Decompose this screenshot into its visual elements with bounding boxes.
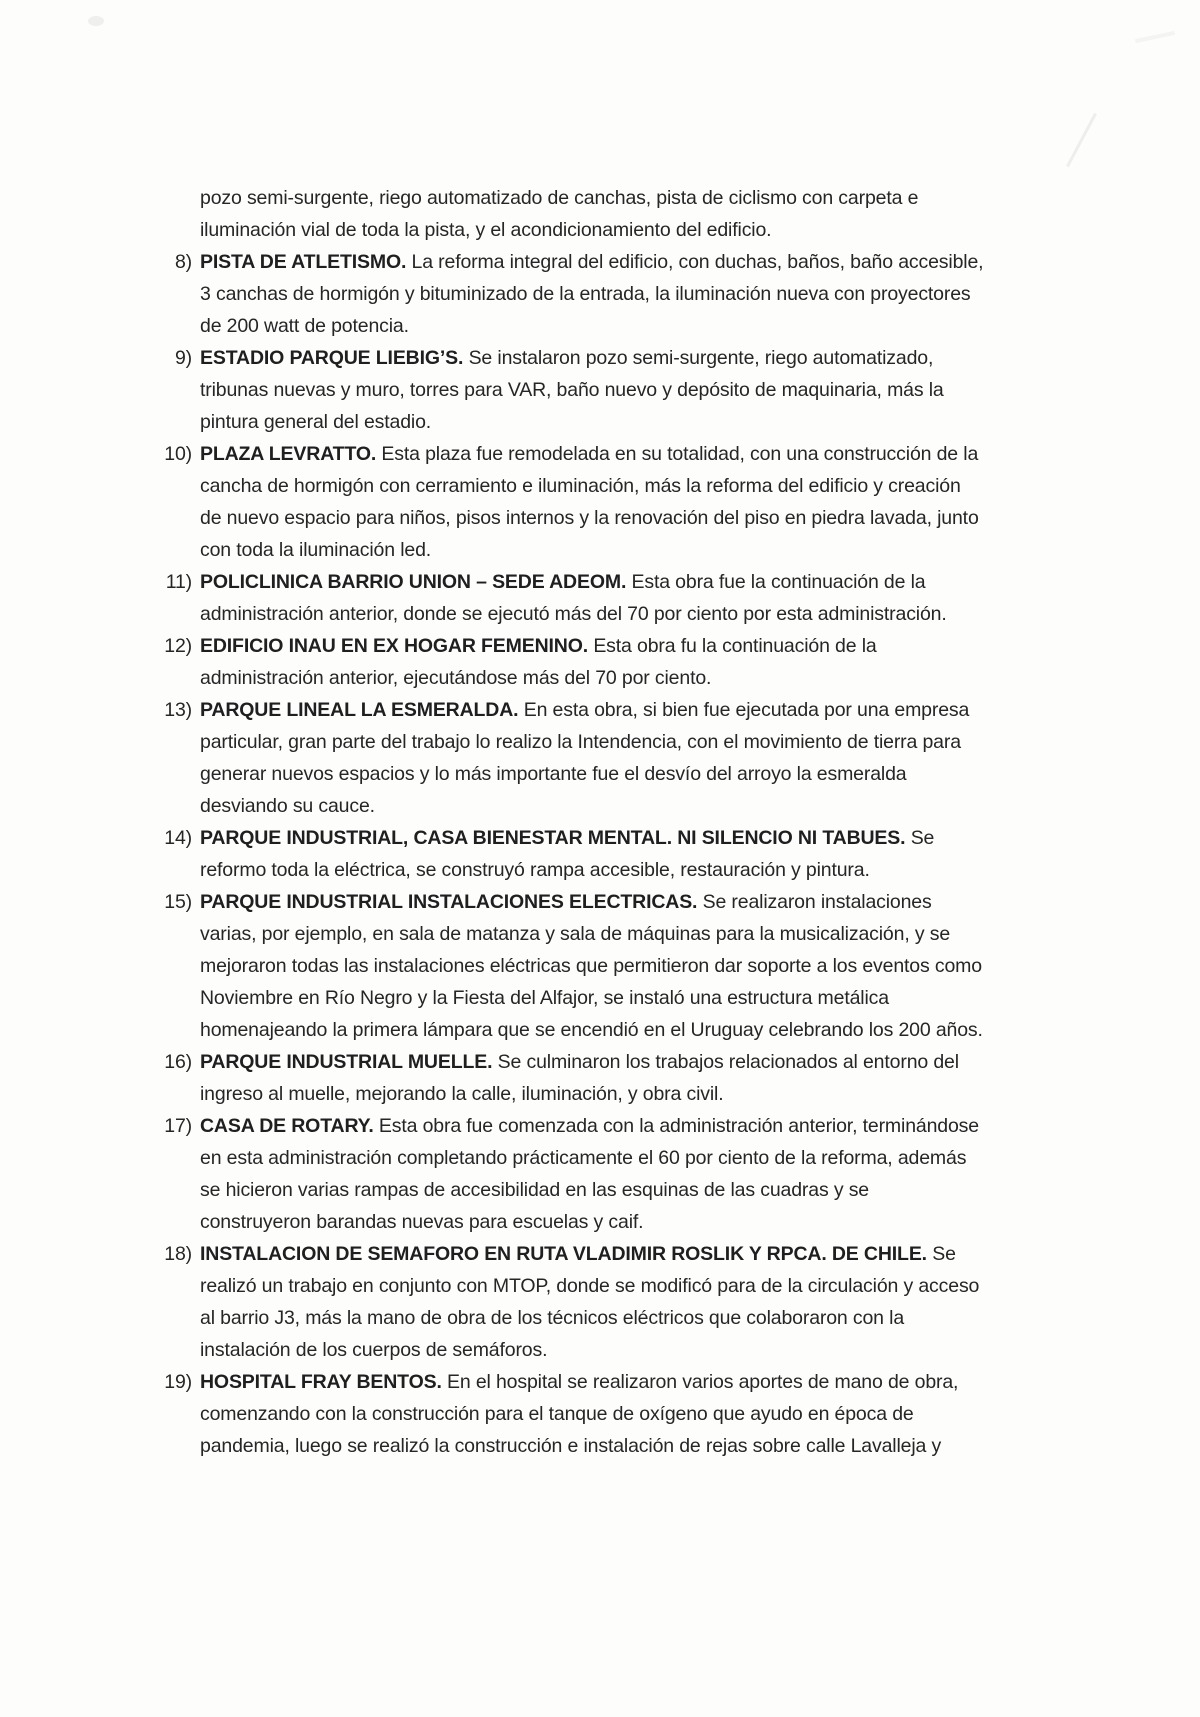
scan-smudge	[1135, 31, 1175, 43]
item-number: 16)	[164, 1051, 192, 1073]
item-number: 18)	[164, 1243, 192, 1265]
item-title: POLICLINICA BARRIO UNION – SEDE ADEOM.	[200, 571, 627, 593]
list-item	[150, 886, 985, 1046]
item-title: PARQUE INDUSTRIAL, CASA BIENESTAR MENTAL. NI SILENCIO NI TABUES.	[200, 827, 906, 849]
item-number: 15)	[164, 891, 192, 913]
list-item	[150, 822, 985, 886]
item-number: 13)	[164, 699, 192, 721]
list-item	[150, 342, 985, 438]
item-text: En el hospital se realizaron varios aportes de mano de obra, comenzando con la construcción para el tanque de oxígeno que ayudo en época de pandemia, luego se realizó la construcción e instalación de rejas sobre calle Lavalleja y	[200, 1371, 959, 1457]
item-title: EDIFICIO INAU EN EX HOGAR FEMENINO.	[200, 635, 589, 657]
item-body	[200, 886, 985, 1046]
item-title: PARQUE INDUSTRIAL INSTALACIONES ELECTRICAS.	[200, 891, 698, 913]
item-body	[200, 694, 985, 822]
item-title: INSTALACION DE SEMAFORO EN RUTA VLADIMIR ROSLIK Y RPCA. DE CHILE.	[200, 1243, 927, 1265]
item-number: 8)	[174, 251, 192, 273]
item-number: 10)	[164, 443, 192, 465]
item-text: Esta obra fue comenzada con la administración anterior, terminándose en esta administración completando prácticamente el 60 por ciento de la reforma, además se hicieron varias rampas de accesibilidad en las esquinas de las cuadras y se construyeron barandas nuevas para escuelas y caif.	[200, 1115, 979, 1233]
list-item	[150, 246, 985, 342]
item-title: PISTA DE ATLETISMO.	[200, 251, 407, 273]
continuation-paragraph: pozo semi-surgente, riego automatizado de canchas, pista de ciclismo con carpeta e iluminación vial de toda la pista, y el acondicionamiento del edificio.	[200, 187, 919, 241]
item-body	[200, 566, 985, 630]
item-title: PARQUE LINEAL LA ESMERALDA.	[200, 699, 519, 721]
item-title: PARQUE INDUSTRIAL MUELLE.	[200, 1051, 493, 1073]
item-body	[200, 342, 985, 438]
item-number: 12)	[164, 635, 192, 657]
item-text: Se realizaron instalaciones varias, por ejemplo, en sala de matanza y sala de máquinas para la musicalización, y se mejoraron todas las instalaciones eléctricas que permitieron dar soporte a los eventos como Noviembre en Río Negro y la Fiesta del Alfajor, se instaló una estructura metálica homenajeando la primera lámpara que se encendió en el Uruguay celebrando los 200 años.	[200, 891, 983, 1041]
list-item	[150, 1110, 985, 1238]
item-number: 14)	[164, 827, 192, 849]
list-item	[150, 694, 985, 822]
item-number: 11)	[165, 571, 192, 593]
item-title: HOSPITAL FRAY BENTOS.	[200, 1371, 442, 1393]
item-text: Se reformo toda la eléctrica, se construyó rampa accesible, restauración y pintura.	[200, 827, 935, 881]
list-item	[150, 1046, 985, 1110]
item-text: Esta plaza fue remodelada en su totalidad, con una construcción de la cancha de hormigón con cerramiento e iluminación, más la reforma del edificio y creación de nuevo espacio para niños, pisos internos y la renovación del piso en piedra lavada, junto con toda la iluminación led.	[200, 443, 979, 561]
text-block	[150, 182, 985, 1462]
item-title: ESTADIO PARQUE LIEBIG’S.	[200, 347, 464, 369]
item-text: En esta obra, si bien fue ejecutada por una empresa particular, gran parte del trabajo lo realizo la Intendencia, con el movimiento de tierra para generar nuevos espacios y lo más importante fue el desvío del arroyo la esmeralda desviando su cauce.	[200, 699, 970, 817]
list-item	[150, 1238, 985, 1366]
list-item	[150, 438, 985, 566]
item-body	[200, 246, 985, 342]
item-text: Se instalaron pozo semi-surgente, riego automatizado, tribunas nuevas y muro, torres para VAR, baño nuevo y depósito de maquinaria, más la pintura general del estadio.	[200, 347, 944, 433]
item-title: PLAZA LEVRATTO.	[200, 443, 377, 465]
item-body	[200, 1046, 985, 1110]
item-number: 19)	[164, 1371, 192, 1393]
item-text: La reforma integral del edificio, con duchas, baños, baño accesible, 3 canchas de hormigón y bituminizado de la entrada, la iluminación nueva con proyectores de 200 watt de potencia.	[200, 251, 984, 337]
list-item	[150, 1366, 985, 1462]
item-body	[200, 1238, 985, 1366]
scan-smudge	[1066, 113, 1097, 167]
item-body	[200, 1366, 985, 1462]
item-text: Se culminaron los trabajos relacionados al entorno del ingreso al muelle, mejorando la calle, iluminación, y obra civil.	[200, 1051, 959, 1105]
item-body	[200, 630, 985, 694]
item-text: Esta obra fu la continuación de la administración anterior, ejecutándose más del 70 por ciento.	[200, 635, 877, 689]
item-body	[200, 1110, 985, 1238]
item-title: CASA DE ROTARY.	[200, 1115, 374, 1137]
item-text: Se realizó un trabajo en conjunto con MTOP, donde se modificó para de la circulación y acceso al barrio J3, más la mano de obra de los técnicos eléctricos que colaboraron con la instalación de los cuerpos de semáforos.	[200, 1243, 980, 1361]
list-item	[150, 630, 985, 694]
item-number: 9)	[174, 347, 192, 369]
item-text: Esta obra fue la continuación de la administración anterior, donde se ejecutó más del 70 por ciento por esta administración.	[200, 571, 947, 625]
scan-smudge	[88, 16, 104, 26]
item-number: 17)	[164, 1115, 192, 1137]
item-body	[200, 438, 985, 566]
item-body	[200, 822, 985, 886]
list-item	[150, 566, 985, 630]
